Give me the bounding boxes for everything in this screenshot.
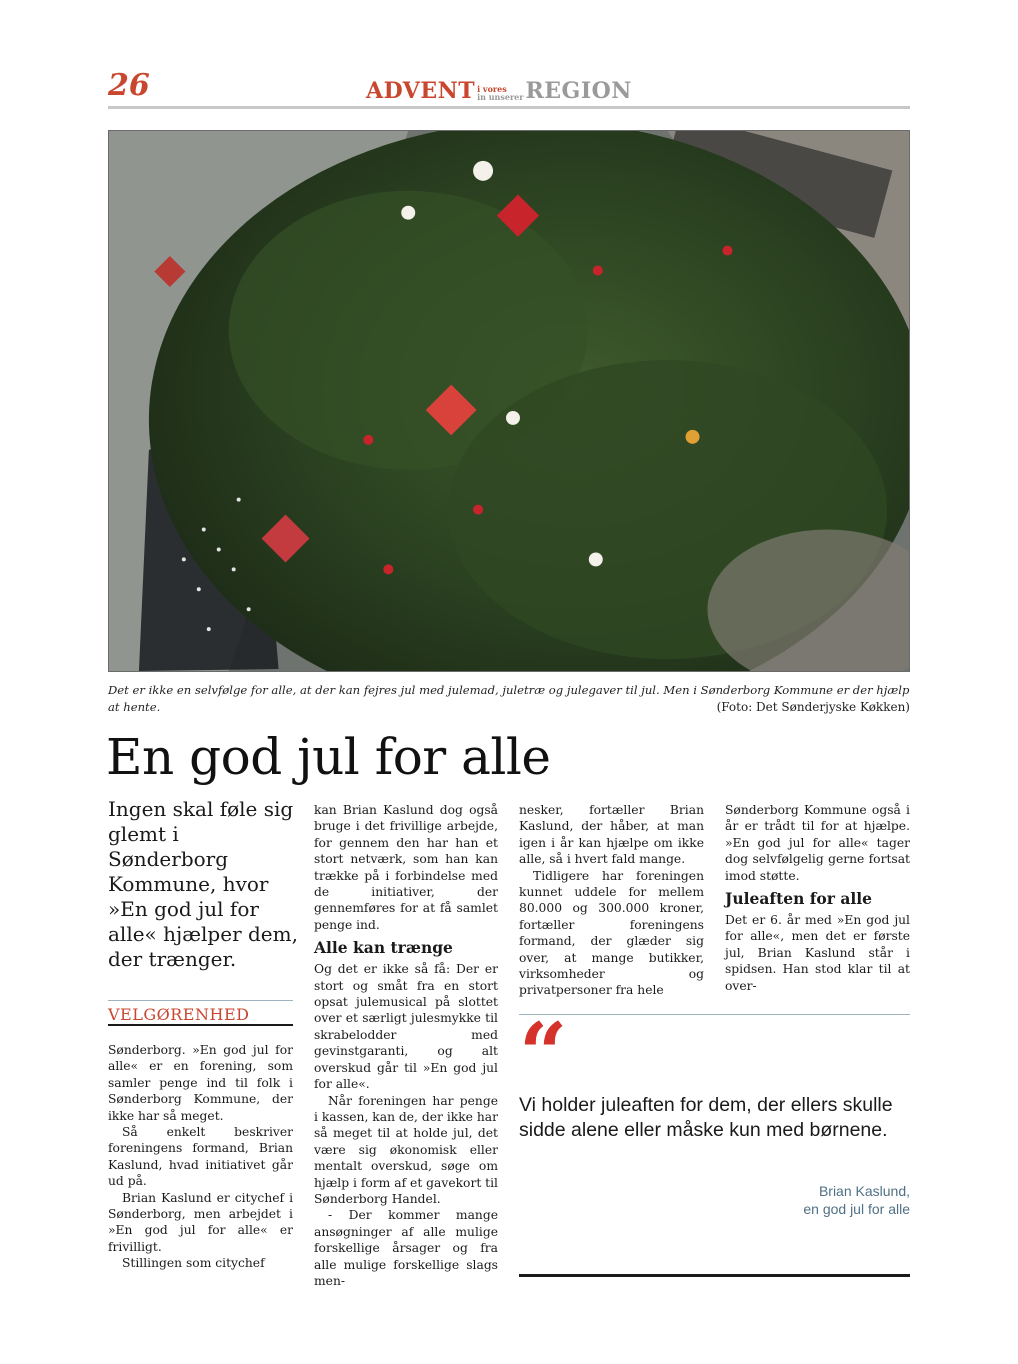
christmas-tree-photo xyxy=(108,130,910,672)
kicker-advent: ADVENT xyxy=(366,78,476,104)
paragraph: - Der kommer mange ansøgninger af alle mulige forskellige årsager og fra alle mulige forskellige slags men- xyxy=(314,1208,498,1288)
subheading: Juleaften for alle xyxy=(725,889,873,909)
quote-rule-bottom xyxy=(519,1274,910,1277)
paragraph: kan Brian Kaslund dog også bruge i det frivillige arbejde, for gennem den har han et stort netværk, som han kan trække på i forbindelse med de initiativer, der gennemføres for at få samlet penge ind. xyxy=(314,803,498,932)
article-column-4 xyxy=(725,802,910,994)
article-column-2 xyxy=(314,802,498,1289)
quote-mark-icon: “ xyxy=(519,1004,568,1103)
paragraph: Brian Kaslund er citychef i Sønderborg, men arbejdet i »En god jul for alle« er frivilligt. xyxy=(108,1190,293,1254)
kicker-small xyxy=(477,85,523,101)
article-column-1 xyxy=(108,1042,293,1272)
article-column-3 xyxy=(519,802,704,999)
paragraph: Stillingen som citychef xyxy=(122,1256,265,1271)
quote-author-name: Brian Kaslund, xyxy=(818,1183,910,1199)
subheading: Alle kan trænge xyxy=(314,938,453,958)
paragraph: Tidligere har foreningen kunnet uddele for mellem 80.000 og 300.000 kroner, fortæller foreningens formand, der glæder sig over, at mange butikker, virksomheder og privatpersoner fra hele xyxy=(519,868,704,998)
quote-author-role: en god jul for alle xyxy=(803,1201,910,1217)
photo-credit: (Foto: Det Sønderjyske Køkken) xyxy=(716,700,910,714)
pull-quote: Vi holder juleaften for dem, der ellers skulle sidde alene eller måske kun med børnene. xyxy=(519,1094,893,1141)
section-rule xyxy=(108,1024,293,1026)
paragraph: Når foreningen har penge i kassen, kan de, der ikke har så meget til at holde jul, det være sig økonomisk eller mentalt overskud, søge om hjælp i form af et gavekort til Sønderborg Handel. xyxy=(314,1093,498,1206)
kicker-small-top: i vores xyxy=(477,84,507,94)
section-kicker xyxy=(366,74,632,104)
article-headline: En god jul for alle xyxy=(106,728,551,786)
paragraph: Sønderborg. »En god jul for alle« er en forening, som samler penge ind til folk i Sønderborg Kommune, der ikke har så meget. xyxy=(108,1043,293,1123)
kicker-small-bottom: in unserer xyxy=(477,92,524,102)
kicker-region: REGION xyxy=(525,78,632,104)
paragraph: nesker, fortæller Brian Kaslund, der håber, at man igen i år kan hjælpe om ikke alle, så i hvert fald mange. xyxy=(519,803,704,867)
article-lead: Ingen skal føle sig glemt i Sønderborg Kommune, hvor »En god jul for alle« hjælper dem, der trænger. xyxy=(108,797,298,971)
quote-rule-top xyxy=(519,1014,910,1015)
paragraph: Sønderborg Kommune også i år er trådt til for at hjælpe. »En god jul for alle« tager dog selvfølgelig gerne fortsat imod støtte. xyxy=(725,803,910,883)
page-number: 26 xyxy=(108,68,150,103)
photo-caption: Det er ikke en selvfølge for alle, at der kan fejres jul med julemad, juletræ og julegaver til jul. Men i Sønderborg Kommune er der hjælp at hente. xyxy=(108,683,910,714)
photo-illustration xyxy=(109,131,909,671)
header-rule xyxy=(108,106,910,109)
quote-author xyxy=(803,1182,910,1218)
paragraph: Det er 6. år med »En god jul for alle«, men det er første jul, Brian Kaslund står i spidsen. Han stod klar til at over- xyxy=(725,913,910,993)
paragraph: Og det er ikke så få: Der er stort og småt fra en stort opsat julemusical på slottet over et særligt julesmykke til skrabelodder med gevinstgaranti, og alt overskud går til »En god jul for alle«. xyxy=(314,962,498,1092)
section-label: VELGØRENHED xyxy=(108,1000,293,1026)
paragraph: Så enkelt beskriver foreningens formand, Brian Kaslund, hvad initiativet går ud på. xyxy=(108,1125,293,1189)
